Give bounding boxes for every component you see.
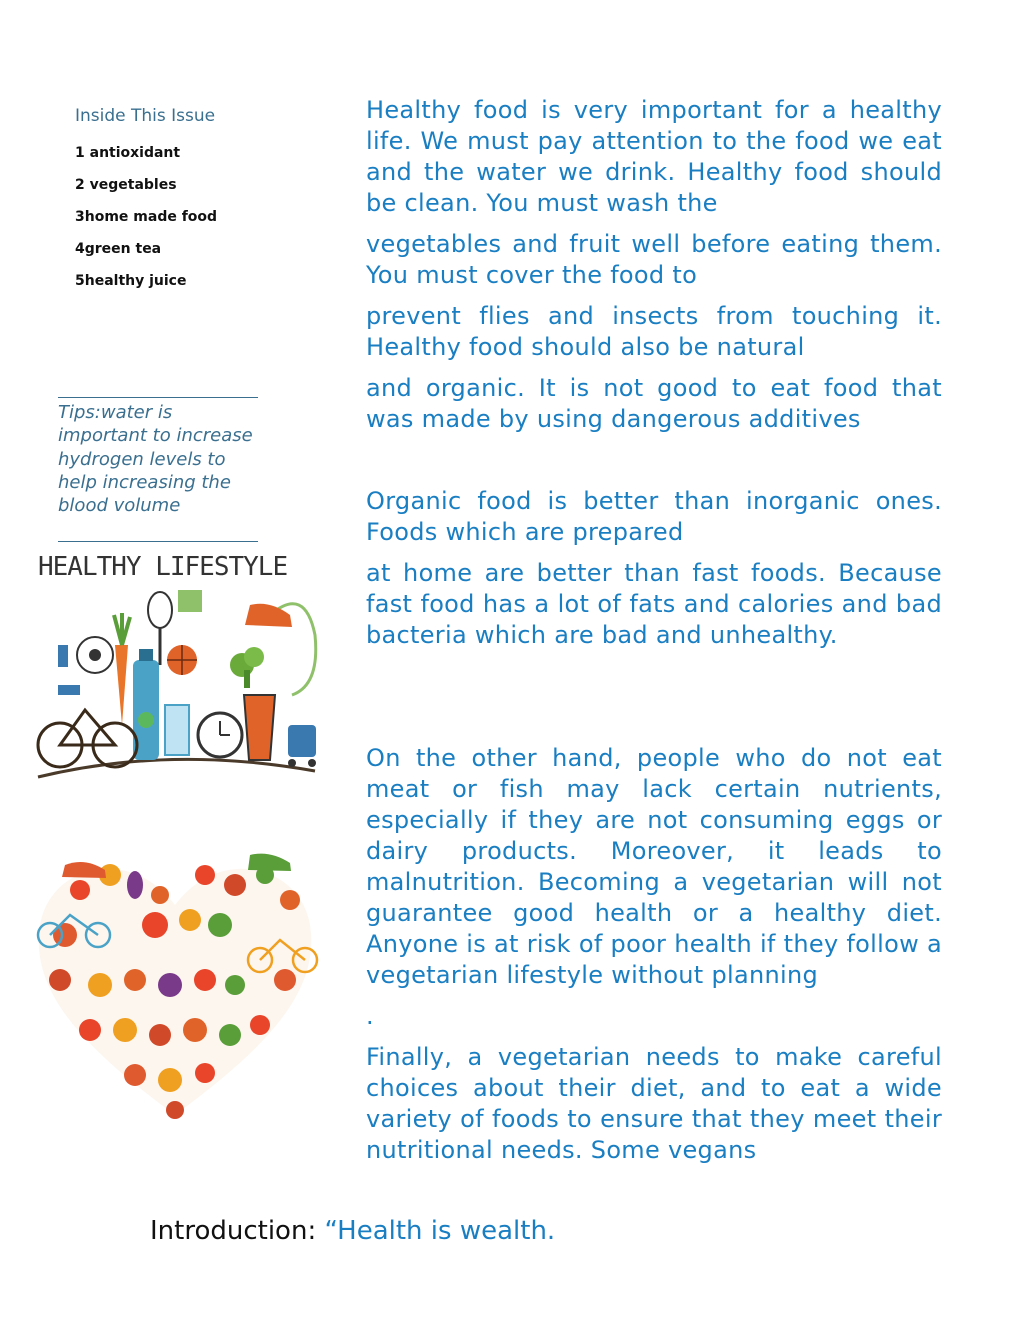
- introduction-quote: “Health is wealth.: [324, 1216, 556, 1246]
- tea-cup-icon: [178, 590, 202, 612]
- juice-glass-icon: [244, 695, 275, 760]
- ground-icon: [38, 759, 315, 777]
- healthy-lifestyle-illustration: [30, 545, 325, 785]
- article-paragraph: Organic food is better than inorganic ones. Foods which are prepared: [366, 487, 942, 546]
- introduction-line: [150, 1216, 555, 1246]
- article-paragraph: Healthy food is very important for a healthy life. We must pay attention to the food we eat and the water we drink. Healthy food should be clean. You must wash the: [366, 96, 942, 217]
- basketball-icon: [167, 645, 197, 675]
- issue-item: 2 vegetables: [75, 177, 177, 193]
- issue-item: 1 antioxidant: [75, 145, 181, 161]
- clock-icon: [198, 713, 242, 757]
- article-paragraph: .: [366, 1002, 374, 1030]
- issue-item: 4green tea: [75, 241, 162, 257]
- lifestyle-caption: HEALTHY LIFESTYLE: [38, 552, 288, 582]
- issue-list: [75, 144, 217, 304]
- article-paragraph: On the other hand, people who do not eat meat or fish may lack certain nutrients, especially if they are not consuming eggs or dairy products. Moreover, it leads to malnutrition. Becoming a vegetarian will not guarantee good health or a healthy diet. Anyone is at risk of poor health if they follow a vegetarian lifestyle without planning: [366, 744, 942, 989]
- tip-top-divider: [58, 397, 258, 398]
- issue-item: 3home made food: [75, 209, 218, 225]
- article-paragraph: vegetables and fruit well before eating them. You must cover the food to: [366, 230, 942, 289]
- issue-item: 5healthy juice: [75, 273, 187, 289]
- glass-icon: [165, 705, 189, 755]
- heart-food-illustration: [20, 815, 330, 1145]
- article-paragraph: at home are better than fast foods. Because fast food has a lot of fats and calories and bad bacteria which are bad and unhealthy.: [366, 559, 942, 649]
- sidebar-title: Inside This Issue: [75, 106, 216, 126]
- introduction-label: Introduction:: [150, 1216, 325, 1246]
- football-icon: [77, 637, 113, 673]
- carrot-icon: [114, 613, 130, 725]
- article-paragraph: prevent flies and insects from touching it. Healthy food should also be natural: [366, 302, 942, 361]
- article-paragraph: and organic. It is not good to eat food that was made by using dangerous additives: [366, 374, 942, 433]
- article-paragraph: Finally, a vegetarian needs to make careful choices about their diet, and to eat a wide variety of foods to ensure that they meet their nutritional needs. Some vegans: [366, 1043, 942, 1164]
- roller-skate-icon: [288, 725, 316, 767]
- broccoli-icon: [230, 647, 264, 688]
- article-body: [366, 95, 942, 1166]
- sneaker-icon: [245, 604, 292, 627]
- tip-bottom-divider: [58, 541, 258, 542]
- tip-text: Tips:water is important to increase hydrogen levels to help increasing the blood volume: [58, 402, 253, 517]
